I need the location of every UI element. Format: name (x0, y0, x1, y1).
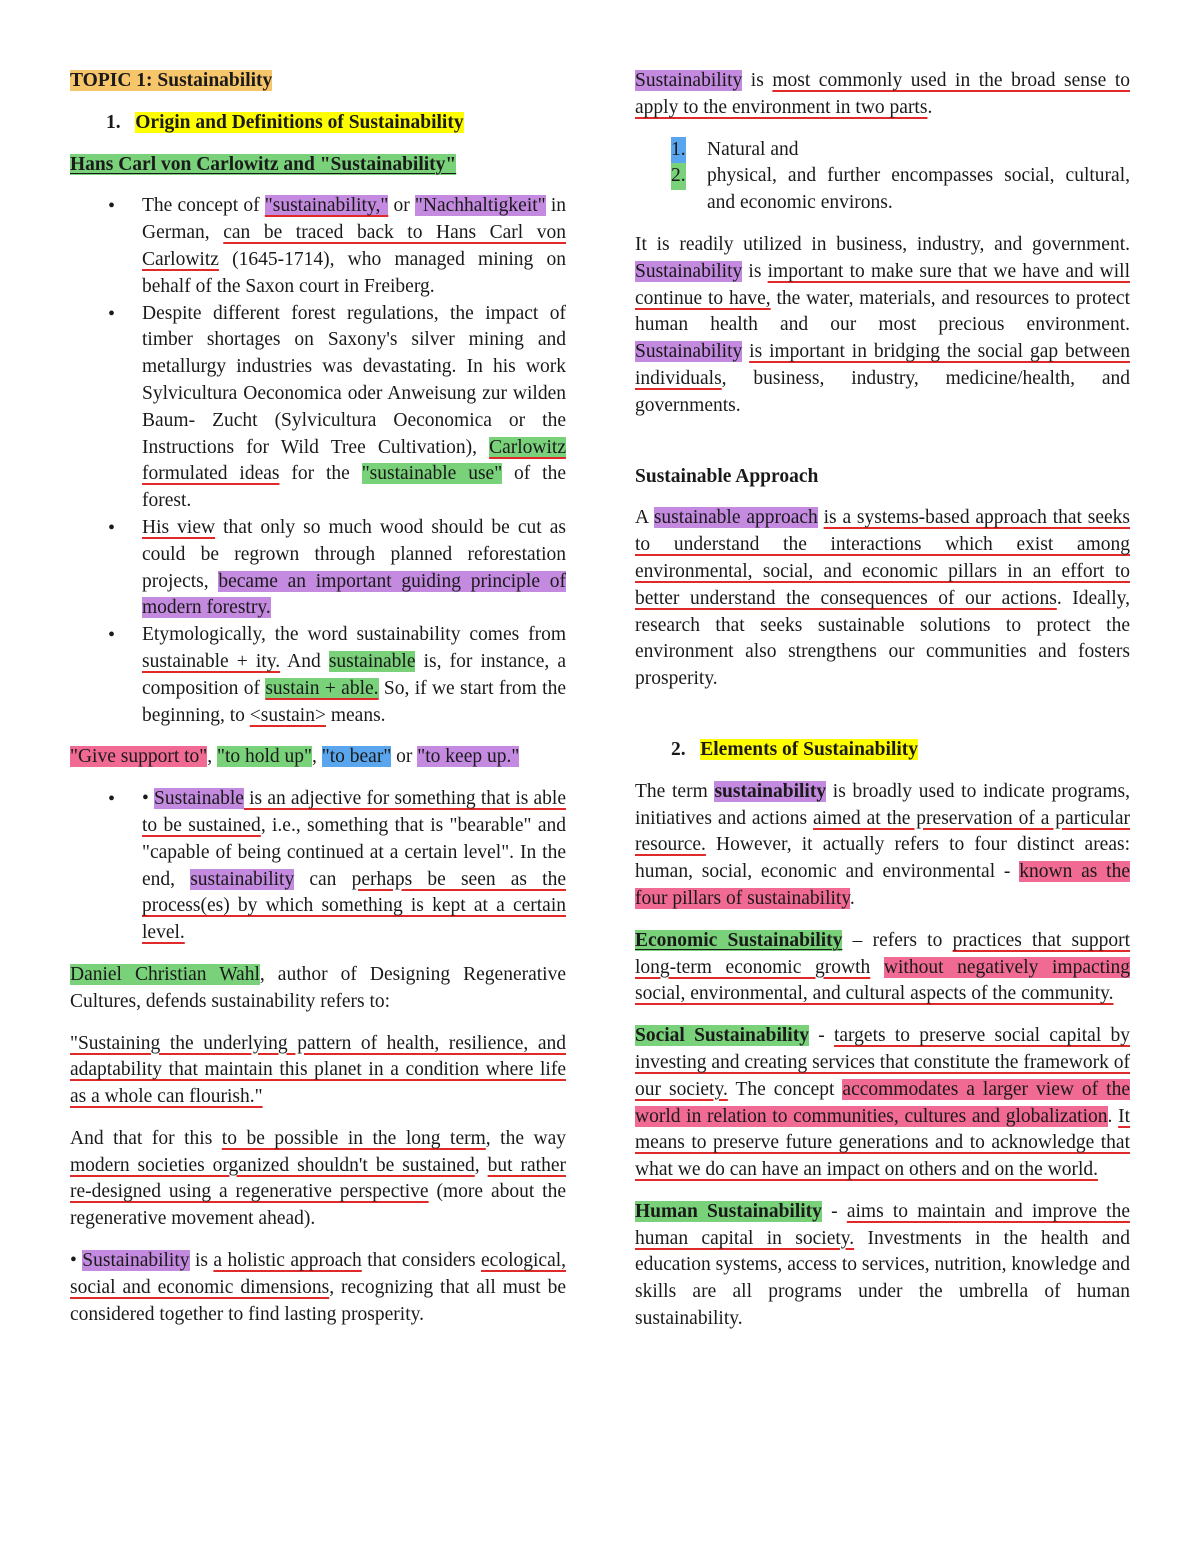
text-run: that only so much wood should be cut as could be regrown through planned reforestation projects, (142, 516, 566, 592)
text-run: And (280, 650, 329, 672)
text-run: is an adjective for something that is able to be sustained (142, 788, 567, 836)
text-run: , author of Designing Regenerative Cultures, defends sustainability refers to: (70, 963, 566, 1012)
text-run: sustain + able. (265, 677, 379, 699)
text-run: Sustainability (635, 260, 743, 282)
text-run: can (294, 868, 352, 890)
bullet-adjective (142, 786, 566, 947)
text-run: or (391, 746, 418, 768)
environment-parts-list (635, 137, 1130, 217)
text-run: Investments in the health and education systems, access to services, nutrition, knowledge and skills are all programs under the umbrella of human sustainability. (635, 1227, 1130, 1330)
text-run: Sustainable Approach (635, 465, 819, 487)
text-run: in German, (142, 195, 566, 244)
text-run: aimed at the preservation of a particular resource. (635, 807, 1131, 856)
text-run: 2. (671, 163, 686, 190)
text-run: Sustainability (82, 1250, 190, 1272)
text-run: sustainable (328, 650, 416, 672)
carlowitz-heading (70, 152, 566, 179)
text-run: His view (142, 516, 216, 538)
text-run: can be traced back to Hans Carl von Carlowitz (142, 222, 567, 270)
text-run: sustainability (714, 780, 827, 802)
text-run: of the forest. (142, 463, 567, 512)
sustainable-bullet (70, 786, 566, 947)
text-run: And that for this (70, 1127, 222, 1149)
text-run: , the way (485, 1127, 566, 1149)
text-run: Sustainable (154, 788, 244, 810)
text-run: Human Sustainability (635, 1200, 822, 1222)
text-run: • (142, 788, 155, 810)
text-run: The concept of (142, 195, 265, 217)
text-run: accommodates a larger view of the world in relation to communities, cultures and globalization (635, 1078, 1130, 1127)
text-run: formulated ideas (142, 463, 280, 485)
text-run: <sustain> (249, 704, 326, 726)
text-run: , (207, 746, 217, 768)
approach-heading (635, 464, 1130, 491)
text-run: for the (279, 463, 362, 485)
left-column (70, 68, 566, 1343)
text-run: So, if we start from the beginning, to (142, 677, 566, 726)
part-natural (671, 137, 1130, 164)
text-run: "to hold up" (217, 746, 313, 768)
economic-paragraph (635, 928, 1130, 1008)
topic-title (70, 68, 566, 95)
text-run: is (742, 260, 768, 282)
wahl-quote (70, 1031, 566, 1111)
text-run: that considers (361, 1250, 482, 1272)
text-run: , recognizing that all must be considered together to find lasting prosperity. (70, 1276, 567, 1325)
text-run: is broadly used to indicate programs, initiatives and actions (635, 780, 1130, 829)
text-run: practices that support long-term economic growth (635, 929, 1131, 978)
text-run: means. (325, 704, 386, 726)
text-run: "sustainability," (264, 195, 389, 217)
text-run: known as the four pillars of sustainability (635, 861, 1130, 909)
bullet-regulations (142, 301, 566, 515)
text-run: aims to maintain and improve the human capital in society. (635, 1200, 1130, 1249)
text-run: Etymologically, the word sustainability comes from (142, 624, 566, 646)
text-run: Daniel Christian Wahl (70, 963, 260, 985)
text-run: ecological, social and economic dimensions (70, 1250, 567, 1298)
right-column (635, 68, 1130, 1348)
utilized-paragraph (635, 232, 1130, 420)
text-run: the water, materials, and resources to protect human health and our most precious environment. (635, 287, 1131, 336)
text-run: "to bear" (321, 746, 392, 768)
text-run: , (474, 1154, 488, 1176)
text-run: "Give support to" (70, 746, 208, 768)
text-run: A (635, 507, 654, 529)
text-run: physical, and further encompasses social, cultural, and economic environs. (707, 165, 1130, 214)
text-run: sustainability (190, 868, 295, 890)
text-run: Natural and (707, 138, 799, 160)
text-run: without negatively impacting (883, 956, 1130, 978)
text-run: TOPIC 1: Sustainability (70, 70, 273, 91)
text-run: targets to preserve social capital by investing and creating services that constitute the framework of our society. (635, 1025, 1130, 1100)
section-1-heading (70, 110, 566, 137)
text-run: . (849, 887, 855, 909)
text-run: a holistic approach (213, 1250, 362, 1272)
text-run: It means to preserve future generations and to acknowledge that what we do can have an impact on others and on the world. (635, 1105, 1131, 1181)
text-run: became an important guiding principle of modern forestry. (142, 570, 566, 619)
text-run: sustainable + ity. (142, 650, 281, 672)
text-run: sustainable approach (653, 507, 818, 529)
sustain-meanings (70, 744, 566, 771)
text-run: Carlowitz (489, 436, 566, 458)
text-run: modern societies organized shouldn't be sustained (70, 1154, 475, 1176)
text-run: Sustainability (635, 341, 743, 363)
holistic-paragraph (70, 1248, 566, 1328)
bullet-concept (142, 193, 566, 300)
text-run: "Sustaining the underlying pattern of health, resilience, and adaptability that maintain this planet in a condition where life as a whole can flourish." (70, 1032, 566, 1108)
text-run: - (821, 1200, 847, 1222)
text-run: Sustainability (635, 70, 743, 91)
text-run: is (742, 70, 773, 91)
text-run: but rather re-designed using a regenerative perspective (70, 1154, 566, 1203)
text-run: most commonly used in the broad sense to apply to the environment in two parts (635, 70, 1130, 118)
longterm-paragraph (70, 1126, 566, 1233)
text-run: "to keep up." (417, 746, 520, 768)
text-run: . Ideally, research that seeks sustainable solutions to protect the environment also strengthens our communities and fosters prosperity. (635, 587, 1130, 690)
text-run: , i.e., something that is "bearable" and "capable of being continued at a certain level". In the end, (142, 814, 566, 890)
text-run: . (1107, 1105, 1119, 1127)
intro-paragraph (635, 68, 1130, 122)
text-run: perhaps be seen as the process(es) by which something is kept at a certain level. (142, 868, 567, 944)
text-run: Social Sustainability (635, 1025, 809, 1047)
text-run: Elements of Sustainability (700, 738, 919, 760)
text-run: • (70, 1250, 83, 1272)
text-run: 2. (671, 738, 686, 760)
wahl-paragraph (70, 962, 566, 1016)
text-run: Economic Sustainability (635, 929, 843, 951)
text-run: Hans Carl von Carlowitz and "Sustainability" (70, 153, 457, 175)
text-run: "sustainable use" (361, 463, 503, 485)
carlowitz-bullets (70, 193, 566, 729)
text-run: – refers to (842, 929, 953, 951)
text-run: 1. (106, 111, 121, 133)
approach-paragraph (635, 505, 1130, 693)
text-run: "Nachhaltigkeit" (414, 195, 546, 217)
text-run: It is readily utilized in business, industry, and government. (635, 233, 1130, 255)
text-run: However, it actually refers to four distinct areas: human, social, economic and environmental - (635, 834, 1130, 883)
text-run: The term (635, 780, 715, 802)
text-run: to be possible in the long term (221, 1127, 486, 1149)
bullet-view (142, 515, 566, 622)
term-paragraph (635, 779, 1130, 913)
text-run: - (808, 1025, 834, 1047)
text-run: is a systems-based approach that seeks to understand the interactions which exist among environmental, social, and economic pillars in an effort to better understand the consequences of our actions (635, 507, 1130, 609)
human-paragraph (635, 1199, 1130, 1333)
bullet-etymology (142, 622, 566, 729)
section-2-heading (635, 737, 1130, 764)
text-run: is (189, 1250, 214, 1272)
text-run: (1645-1714), who managed mining on behalf of the Saxon court in Freiberg. (142, 248, 566, 297)
text-run: 1. (671, 137, 686, 164)
text-run: or (388, 195, 415, 217)
text-run: Despite different forest regulations, the impact of timber shortages on Saxony's silver mining and metallurgy industries was devastating. In his work Sylvicultura Oeconomica oder Anweisung zur wilden Baum- Zucht (Sylvicultura Oeconomica or the Instructions for Wild Tree Cultivation), (142, 302, 566, 458)
text-run: The concept (727, 1078, 843, 1100)
text-run: , business, industry, medicine/health, and governments. (635, 367, 1130, 416)
text-run: . (927, 96, 933, 118)
text-run: social, environmental, and cultural aspects of the community. (635, 983, 1114, 1005)
text-run: is, for instance, a composition of (142, 650, 566, 699)
text-run: , (312, 746, 322, 768)
text-run (870, 957, 884, 978)
text-run: (more about the regenerative movement ahead). (70, 1181, 566, 1230)
social-paragraph (635, 1023, 1130, 1184)
text-run: Origin and Definitions of Sustainability (135, 111, 464, 133)
text-run: important to make sure that we have and will continue to have, (635, 260, 1130, 309)
part-physical (671, 163, 1130, 217)
text-run: is important in bridging the social gap between individuals (635, 341, 1130, 389)
